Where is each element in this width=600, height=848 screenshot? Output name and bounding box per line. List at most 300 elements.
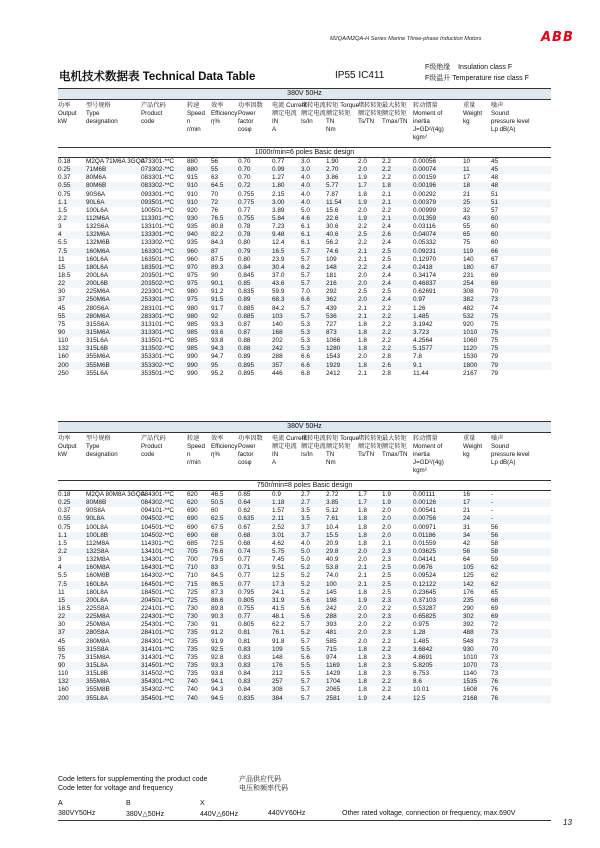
cell-speed: 985	[187, 328, 198, 336]
cell-noise: 79	[491, 361, 499, 369]
column-torque_ratio-line: Ts/TN	[358, 451, 375, 458]
cell-pf: 0.80	[238, 255, 251, 263]
column-pf-line: cosφ	[238, 459, 252, 466]
cell-torque_max: 2.1	[382, 198, 391, 206]
column-efficiency-line: Efficiency	[211, 443, 238, 450]
column-inertia-line: inertia	[413, 118, 430, 125]
cell-output: 0.25	[58, 499, 71, 507]
cell-output: 37	[58, 629, 66, 637]
cell-type: 160L6A	[86, 255, 109, 263]
cell-speed: 730	[187, 604, 198, 612]
cell-current: 1.18	[272, 499, 285, 507]
poles-band: 750r/min=8 poles Basic design	[58, 480, 551, 491]
cell-current: 288	[272, 353, 283, 361]
cell-product: 164501-**C	[141, 580, 175, 588]
cell-inertia: 0.05332	[413, 239, 437, 247]
column-speed-line: 转速	[187, 102, 200, 109]
cell-pf: 0.65	[238, 491, 251, 498]
cell-pf: 0.78	[238, 223, 251, 231]
column-torque_max-line: Tmax/TN	[382, 118, 408, 125]
cell-output: 5.5	[58, 572, 67, 580]
cell-current: 23.9	[272, 255, 285, 263]
cell-torque_rated: 11.54	[326, 198, 342, 206]
cell-weight: 1060	[463, 337, 478, 345]
cell-weight: 302	[463, 613, 474, 621]
cell-curratio: 5.2	[301, 588, 310, 596]
cell-torque_max: 2.0	[382, 515, 391, 523]
cell-product: 313501-**C	[141, 337, 175, 345]
cell-speed: 735	[187, 661, 198, 669]
column-curratio-line: 堵转电流	[301, 102, 326, 109]
cell-type: 355M6A	[86, 353, 110, 361]
cell-torque_max: 2.3	[382, 547, 391, 555]
cell-torque_rated: 393	[326, 621, 337, 629]
column-output-line: 功率	[58, 435, 71, 442]
cell-torque_max: 2.5	[382, 588, 391, 596]
cell-output: 55	[58, 645, 66, 653]
table-row	[58, 629, 551, 637]
cell-pf: 0.74	[238, 547, 251, 555]
cell-product: 224301-**C	[141, 613, 175, 621]
cell-product: 313502-**C	[141, 345, 175, 353]
cell-torque_rated: 292	[326, 288, 337, 296]
cell-type: 225S8A	[86, 604, 109, 612]
column-noise-line: pressure level	[491, 451, 530, 458]
column-torque_ratio-line: Ts/TN	[358, 118, 375, 125]
cell-inertia: 0.03625	[413, 547, 437, 555]
cell-type: 90S6A	[86, 190, 106, 198]
table-row	[58, 256, 551, 264]
cell-torque_max: 2.4	[382, 694, 391, 702]
cell-curratio: 3.5	[301, 507, 310, 515]
table-row	[58, 564, 551, 572]
cell-torque_rated: 1.90	[326, 158, 339, 165]
cell-curratio: 4.6	[301, 214, 310, 222]
code-value: 380V△50Hz	[126, 811, 165, 818]
column-product	[141, 102, 166, 126]
footer-line1-en: Code letters for supplementing the product code	[58, 776, 208, 783]
cell-type: 315M8A	[86, 653, 110, 661]
column-inertia	[413, 435, 444, 475]
cell-curratio: 5.7	[301, 271, 310, 279]
cell-weight: 17	[463, 174, 471, 182]
cell-torque_ratio: 2.2	[358, 239, 367, 247]
cell-output: 0.18	[58, 491, 71, 498]
table-row	[58, 296, 551, 304]
cell-weight: 18	[463, 182, 471, 190]
cell-type: 225M8A	[86, 613, 110, 621]
cell-torque_max: 2.2	[382, 678, 391, 686]
column-noise-line: 噪声	[491, 435, 504, 442]
cell-curratio: 6.8	[301, 369, 310, 377]
cell-torque_max: 1.9	[382, 491, 391, 498]
cell-current: 357	[272, 361, 283, 369]
column-efficiency-line: 效率	[211, 435, 224, 442]
cell-product: 283101-**C	[141, 304, 175, 312]
cell-product: 284301-**C	[141, 637, 175, 645]
cell-speed: 910	[187, 190, 198, 198]
cell-torque_ratio: 1.8	[358, 515, 367, 523]
cell-torque_rated: 715	[326, 645, 337, 653]
cell-efficiency: 76.6	[211, 547, 224, 555]
footer-cn	[239, 775, 288, 793]
cell-torque_max: 2.2	[382, 621, 391, 629]
cell-output: 1.1	[58, 531, 67, 539]
insulation-info	[425, 62, 529, 84]
cell-torque_max: 2.2	[382, 166, 391, 174]
cell-speed: 975	[187, 280, 198, 288]
column-speed-line: Speed	[187, 110, 205, 117]
column-torque_rated-line: Nm	[326, 459, 336, 466]
cell-speed: 975	[187, 271, 198, 279]
cell-type: 315L6B	[86, 345, 109, 353]
cell-noise: 73	[491, 670, 499, 678]
cell-inertia: 0.00756	[413, 515, 437, 523]
column-weight	[463, 102, 482, 126]
cell-curratio: 6.6	[301, 296, 310, 304]
cell-type: 280S6A	[86, 304, 109, 312]
cell-pf: 0.895	[238, 369, 254, 377]
cell-pf: 0.89	[238, 353, 251, 361]
cell-efficiency: 94.5	[211, 694, 224, 702]
table-row	[58, 695, 551, 703]
cell-efficiency: 95.2	[211, 369, 224, 377]
cell-inertia: 5.1577	[413, 345, 433, 353]
cell-efficiency: 50.5	[211, 499, 224, 507]
cell-torque_max: 2.2	[382, 174, 391, 182]
cell-current: 30.4	[272, 263, 285, 271]
cell-torque_ratio: 1.8	[358, 345, 367, 353]
cell-output: 22	[58, 613, 66, 621]
cell-speed: 975	[187, 296, 198, 304]
cell-output: 90	[58, 661, 66, 669]
cell-torque_max: 2.4	[382, 271, 391, 279]
cell-product: 314501-**C	[141, 661, 175, 669]
cell-curratio: 5.2	[301, 580, 310, 588]
column-weight-line: kg	[463, 118, 470, 125]
column-noise-line: Lp dB(A)	[491, 126, 516, 133]
cell-torque_rated: 439	[326, 304, 337, 312]
cell-torque_rated: 145	[326, 588, 337, 596]
cell-torque_ratio: 2.2	[358, 263, 367, 271]
column-pf-line: Power	[238, 110, 256, 117]
cell-torque_rated: 536	[326, 312, 337, 320]
column-current-line: IN	[272, 451, 279, 458]
cell-inertia: 0.03116	[413, 223, 436, 231]
column-curratio-line: 堵转电流	[301, 435, 326, 442]
column-inertia-line: kgm²	[413, 134, 427, 141]
cell-curratio: 5.2	[301, 629, 310, 637]
cell-speed: 880	[187, 158, 198, 165]
cell-weight: 1530	[463, 353, 478, 361]
cell-output: 15	[58, 596, 66, 604]
cell-torque_max: 2.3	[382, 653, 391, 661]
table-row	[58, 613, 551, 621]
cell-product: 084301-**C	[141, 491, 175, 498]
column-type-line: 型号规格	[86, 102, 111, 109]
cell-torque_rated: 100	[326, 580, 337, 588]
cell-curratio: 5.6	[301, 613, 310, 621]
column-header	[58, 433, 551, 480]
cell-type: 355M6B	[86, 361, 110, 369]
cell-type: 250M8A	[86, 621, 110, 629]
cell-type: 160L8A	[86, 580, 109, 588]
cell-efficiency: 46.5	[211, 491, 224, 498]
cell-noise: 67	[491, 255, 499, 263]
cell-pf: 0.795	[238, 588, 254, 596]
table-row	[58, 686, 551, 694]
cell-product: 083301-**C	[141, 174, 175, 182]
cell-noise: 62	[491, 580, 499, 588]
cell-speed: 730	[187, 621, 198, 629]
cell-speed: 960	[187, 255, 198, 263]
cell-noise: 60	[491, 231, 499, 239]
cell-output: 132	[58, 345, 69, 353]
column-torque_max-line: 额定转矩	[382, 110, 407, 117]
cell-weight: 10	[463, 158, 471, 165]
cell-type: 90S8A	[86, 507, 106, 515]
cell-efficiency: 94.3	[211, 345, 224, 353]
cell-torque_ratio: 1.8	[358, 678, 367, 686]
cell-curratio: 4.0	[301, 182, 310, 190]
cell-speed: 690	[187, 515, 198, 523]
cell-efficiency: 90.3	[211, 613, 224, 621]
column-output-line: kW	[58, 118, 67, 125]
cell-output: 132	[58, 678, 69, 686]
cell-curratio: 6.2	[301, 263, 310, 271]
cell-torque_max: 2.2	[382, 328, 391, 336]
cell-weight: 180	[463, 263, 474, 271]
cell-pf: 0.77	[238, 613, 251, 621]
cell-efficiency: 84.5	[211, 572, 224, 580]
column-pf-line: 功率因数	[238, 435, 263, 442]
cell-noise: 65	[491, 588, 499, 596]
cell-output: 0.25	[58, 166, 71, 174]
table-row	[58, 207, 551, 215]
cell-pf: 0.755	[238, 190, 254, 198]
column-product-line: 产品代码	[141, 435, 166, 442]
cell-speed: 735	[187, 637, 198, 645]
cell-product: 100501-**C	[141, 206, 175, 214]
column-output-line: kW	[58, 451, 67, 458]
column-curratio-line: Is/In	[301, 451, 313, 458]
cell-type: 132S6A	[86, 223, 109, 231]
cell-torque_ratio: 2.1	[358, 255, 367, 263]
cell-inertia: 0.975	[413, 621, 429, 629]
cell-torque_ratio: 2.1	[358, 572, 367, 580]
cell-speed: 930	[187, 214, 198, 222]
cell-torque_max: 2.1	[382, 190, 391, 198]
table-row	[58, 158, 551, 166]
column-inertia-line: inertia	[413, 451, 430, 458]
cell-efficiency: 86.5	[211, 580, 224, 588]
column-torque_ratio-line: 额定转矩	[358, 443, 383, 450]
column-torque_rated-line: 额定转矩	[326, 110, 351, 117]
column-inertia	[413, 102, 444, 142]
cell-noise: 51	[491, 190, 499, 198]
cell-torque_ratio: 1.8	[358, 523, 367, 531]
cell-torque_ratio: 2.5	[358, 231, 367, 239]
cell-speed: 710	[187, 564, 198, 572]
cell-type: 355L8A	[86, 694, 109, 702]
page-title: 电机技术数据表 Technical Data Table	[59, 71, 256, 83]
cell-current: 3.00	[272, 198, 285, 206]
cell-torque_max: 2.0	[382, 523, 391, 531]
cell-product: 203501-**C	[141, 271, 175, 279]
cell-torque_ratio: 1.8	[358, 539, 367, 547]
cell-speed: 935	[187, 239, 198, 247]
cell-torque_ratio: 1.8	[358, 320, 367, 328]
cell-current: 7.23	[272, 223, 285, 231]
cell-type: 180L8A	[86, 588, 109, 596]
cell-current: 91.8	[272, 637, 285, 645]
column-torque_rated-line: 转矩 Torque	[326, 435, 360, 442]
cell-torque_rated: 181	[326, 271, 337, 279]
cell-torque_max: 2.2	[382, 312, 391, 320]
cell-current: 176	[272, 661, 283, 669]
cell-torque_max: 2.2	[382, 345, 391, 353]
cell-type: 280M8A	[86, 637, 110, 645]
cell-torque_max: 2.5	[382, 255, 391, 263]
table-row	[58, 670, 551, 678]
cell-output: 3	[58, 556, 62, 564]
cell-type: 180L6A	[86, 263, 109, 271]
column-output	[58, 435, 77, 459]
cell-speed: 705	[187, 547, 198, 555]
cell-pf: 0.62	[238, 507, 251, 515]
cell-noise: 76	[491, 678, 499, 686]
cell-efficiency: 84.3	[211, 239, 224, 247]
cell-output: 7.5	[58, 247, 67, 255]
cell-inertia: 1.28	[413, 629, 426, 637]
cell-torque_rated: 974	[326, 653, 337, 661]
column-curratio-line: 额定电流	[301, 110, 326, 117]
cell-output: 4	[58, 564, 62, 572]
column-speed-line: 转速	[187, 435, 200, 442]
cell-product: 133101-**C	[141, 223, 175, 231]
table-row	[58, 589, 551, 597]
cell-noise: 59	[491, 556, 499, 564]
table-row	[58, 654, 551, 662]
table-row	[58, 362, 551, 370]
cell-noise: 76	[491, 694, 499, 702]
table-row	[58, 646, 551, 654]
column-speed-line: r/min	[187, 459, 201, 466]
cell-torque_ratio: 1.7	[358, 499, 367, 507]
cell-current: 0.99	[272, 166, 285, 174]
table-row	[58, 166, 551, 174]
cell-current: 12.4	[272, 239, 285, 247]
cell-torque_max: 2.3	[382, 596, 391, 604]
cell-current: 242	[272, 345, 283, 353]
column-speed-line: n	[187, 451, 191, 458]
cell-pf: 0.885	[238, 312, 254, 320]
cell-pf: 0.77	[238, 206, 251, 214]
table-row	[58, 605, 551, 613]
cell-weight: 1070	[463, 661, 478, 669]
cell-torque_max: 2.2	[382, 337, 391, 345]
cell-efficiency: 76.5	[211, 214, 224, 222]
cell-pf: 0.755	[238, 604, 254, 612]
column-noise-line: Lp dB(A)	[491, 459, 516, 466]
cell-speed: 935	[187, 223, 198, 231]
column-inertia-line: J=GD²/(4g)	[413, 459, 444, 466]
cell-inertia: 0.04141	[413, 556, 437, 564]
cell-efficiency: 93.8	[211, 337, 224, 345]
table-row	[58, 272, 551, 280]
cell-type: 132S8A	[86, 547, 109, 555]
cell-curratio: 7.0	[301, 288, 310, 296]
cell-noise: 45	[491, 158, 499, 165]
cell-inertia: 3.723	[413, 328, 429, 336]
cell-torque_max: 2.5	[382, 564, 391, 572]
cell-efficiency: 70	[211, 190, 219, 198]
cell-efficiency: 62.5	[211, 515, 224, 523]
cell-inertia: 0.09231	[413, 247, 437, 255]
cell-torque_max: 2.2	[382, 686, 391, 694]
cell-current: 0.9	[272, 491, 281, 498]
cell-efficiency: 92.5	[211, 645, 224, 653]
column-type-line: Type	[86, 110, 100, 117]
cell-output: 22	[58, 280, 66, 288]
cell-speed: 915	[187, 174, 198, 182]
cell-torque_rated: 22.6	[326, 214, 339, 222]
cell-efficiency: 67.5	[211, 523, 224, 531]
cell-noise: 58	[491, 547, 499, 555]
cell-weight: 140	[463, 255, 474, 263]
cell-type: 200L6B	[86, 280, 109, 288]
cell-type: 160M8B	[86, 572, 110, 580]
cell-current: 2.52	[272, 523, 285, 531]
cell-torque_rated: 873	[326, 328, 337, 336]
cell-weight: 2168	[463, 694, 478, 702]
cell-weight: 24	[463, 515, 471, 523]
cell-inertia: 10.01	[413, 686, 429, 694]
cell-torque_rated: 10.4	[326, 523, 339, 531]
cell-output: 2.2	[58, 547, 67, 555]
cell-torque_max: 1.9	[382, 499, 391, 507]
cell-pf: 0.845	[238, 271, 254, 279]
cell-torque_rated: 1929	[326, 361, 341, 369]
cell-curratio: 5.5	[301, 645, 310, 653]
cell-curratio: 3.0	[301, 166, 310, 174]
cell-efficiency: 60	[211, 507, 219, 515]
cell-torque_max: 2.5	[382, 572, 391, 580]
cell-noise: 69	[491, 271, 499, 279]
cell-weight: 43	[463, 214, 471, 222]
cell-torque_ratio: 2.0	[358, 166, 367, 174]
cell-torque_ratio: 2.0	[358, 629, 367, 637]
column-torque_max-line: Tmax/TN	[382, 451, 408, 458]
cell-curratio: 6.1	[301, 223, 310, 231]
cell-curratio: 3.5	[301, 515, 310, 523]
cell-output: 7.5	[58, 580, 67, 588]
cell-inertia: 0.97	[413, 296, 426, 304]
cell-speed: 690	[187, 523, 198, 531]
insulation-cn: F级绝缘	[425, 64, 451, 71]
cell-inertia: 0.65825	[413, 613, 437, 621]
cell-weight: 382	[463, 296, 474, 304]
cell-speed: 880	[187, 166, 198, 174]
cell-torque_ratio: 2.5	[358, 288, 367, 296]
cell-product: 134101-**C	[141, 547, 175, 555]
cell-torque_ratio: 2.0	[358, 296, 367, 304]
cell-current: 140	[272, 320, 283, 328]
cell-torque_max: 2.2	[382, 645, 391, 653]
cell-torque_rated: 3.86	[326, 174, 339, 182]
cell-type: 225M6A	[86, 288, 110, 296]
cell-efficiency: 92.8	[211, 653, 224, 661]
